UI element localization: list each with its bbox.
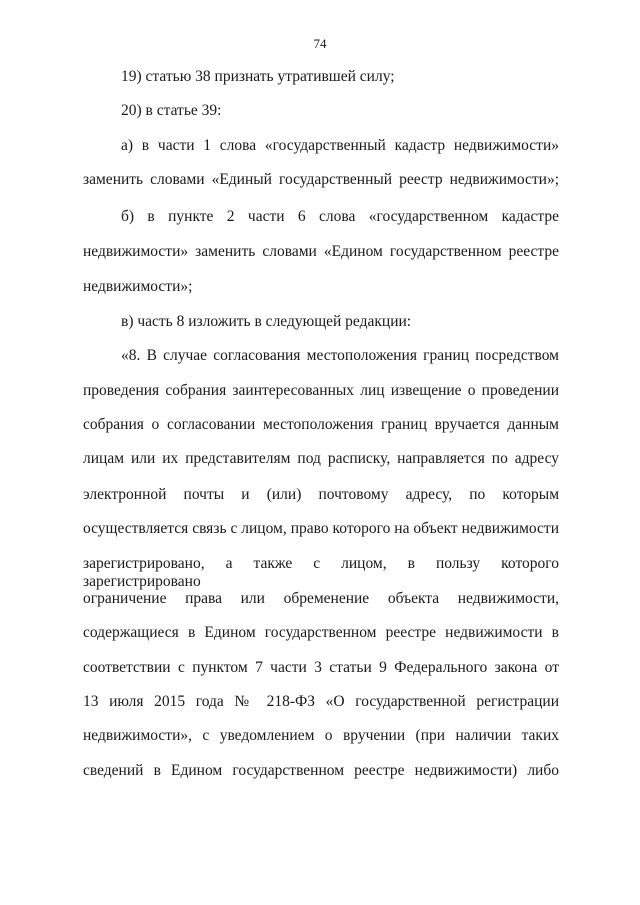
text-line: ограничение права или обременение объекта недвижимости, <box>83 590 559 607</box>
text-line: 19) статью 38 признать утратившей силу; <box>121 68 395 85</box>
text-line: 20) в статье 39: <box>121 102 222 119</box>
text-line: соответствии с пунктом 7 части 3 статьи 9 Федерального закона от <box>83 659 559 676</box>
page-number: 74 <box>313 36 327 51</box>
text-line: лицам или их представителям под расписку, направляется по адресу <box>83 450 559 467</box>
text-line: недвижимости»; <box>83 278 193 295</box>
text-line: в) часть 8 изложить в следующей редакции: <box>121 313 412 330</box>
text-line: содержащиеся в Едином государственном реестре недвижимости в <box>83 624 559 641</box>
text-line: проведения собрания заинтересованных лиц извещение о проведении <box>83 382 559 399</box>
text-line: собрания о согласовании местоположения границ вручается данным <box>83 416 559 433</box>
text-line: «8. В случае согласования местоположения границ посредством <box>121 347 559 364</box>
text-line: заменить словами «Единый государственный реестр недвижимости»; <box>83 171 559 188</box>
text-line: зарегистрировано, а также с лицом, в пользу которого зарегистрировано <box>83 555 559 590</box>
text-line: сведений в Едином государственном реестре недвижимости) либо <box>83 762 559 779</box>
text-line: недвижимости», с уведомлением о вручении (при наличии таких <box>83 727 559 744</box>
text-line: 13 июля 2015 года № 218-ФЗ «О государственной регистрации <box>83 693 559 710</box>
text-line: а) в части 1 слова «государственный кадастр недвижимости» <box>121 137 559 154</box>
text-line: б) в пункте 2 части 6 слова «государственном кадастре <box>121 208 559 225</box>
text-line: недвижимости» заменить словами «Едином государственном реестре <box>83 243 559 260</box>
text-line: осуществляется связь с лицом, право которого на объект недвижимости <box>83 520 559 537</box>
text-line: электронной почты и (или) почтовому адресу, по которым <box>83 486 559 503</box>
